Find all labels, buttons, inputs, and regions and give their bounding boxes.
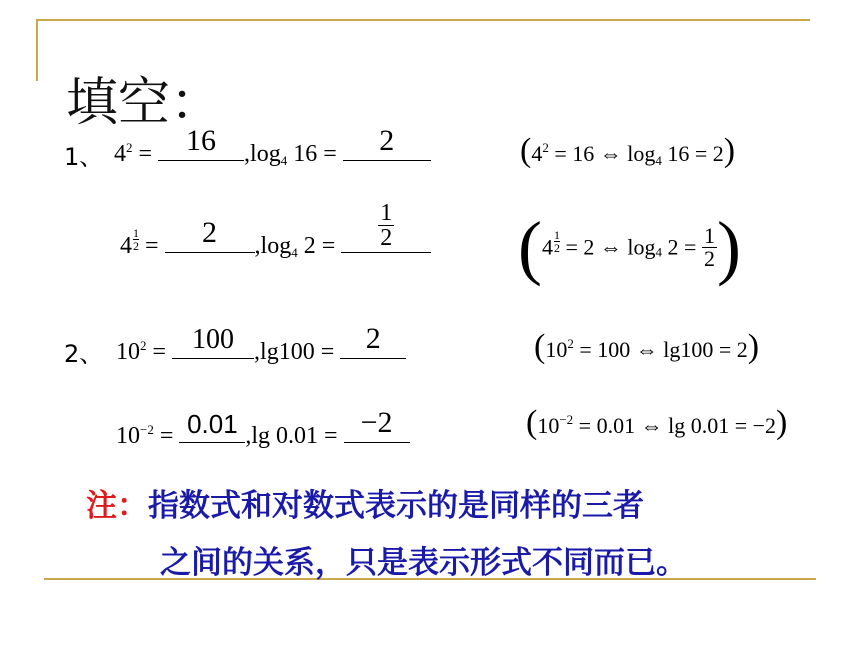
equals: = — [153, 423, 180, 449]
log-base: 4 — [280, 153, 288, 168]
answer-value: 16 — [186, 124, 217, 157]
exponent: −2 — [140, 422, 154, 437]
equals: = — [132, 141, 159, 167]
item-1-number: 1、 — [64, 143, 104, 171]
answer-value: −2 — [360, 406, 393, 439]
exponent: 2 — [140, 338, 147, 353]
left-rule — [36, 19, 38, 81]
answer-blank — [158, 124, 244, 161]
item-2-line-b-hint: ($10^{-2} = 0.01$ ⇔ lg 0.01 = −2) — [526, 404, 788, 441]
base: 10 — [116, 423, 140, 449]
equals: = — [146, 339, 173, 365]
hint-equivalence: = 2 ⇔ log — [559, 234, 656, 260]
answer-blank — [179, 409, 245, 443]
fraction-exponent: $\frac{1}{2}$ — [133, 226, 139, 253]
item-1-line-b — [120, 200, 431, 261]
log-base: 4 — [291, 245, 298, 260]
hint-fraction-exponent: $\frac{1}{2}$ — [553, 227, 560, 255]
item-2-line-b — [116, 406, 410, 450]
answer-blank — [344, 406, 410, 443]
top-rule — [36, 19, 810, 21]
log-label: ,log — [244, 141, 281, 167]
note-line-1 — [86, 480, 644, 525]
answer-blank — [165, 216, 255, 253]
base: 4 — [120, 233, 132, 259]
item-1-line-a — [114, 124, 431, 169]
hint-base: 4 — [531, 141, 543, 166]
hint-exponent: −2 — [559, 412, 574, 427]
hint-log-argument: 2 = — [662, 234, 702, 260]
hint-base: 10 — [537, 413, 560, 438]
answer-value: 2 — [379, 124, 395, 157]
hint-base: 4 — [541, 234, 553, 260]
answer-value: 2 — [202, 216, 218, 249]
hint-equivalence: = 0.01 ⇔ lg 0.01 = −2 — [573, 413, 777, 438]
equals: = — [139, 233, 165, 259]
log-argument: 16 = — [287, 141, 343, 167]
exponent: 2 — [126, 140, 133, 155]
hint-base: 10 — [545, 337, 568, 362]
answer-blank — [343, 124, 431, 161]
answer-blank — [341, 200, 431, 253]
answer-value: 100 — [192, 324, 235, 355]
item-2-number: 2、 — [64, 340, 104, 368]
base: 4 — [114, 141, 126, 167]
base: 10 — [116, 339, 140, 365]
item-2-line-a — [116, 322, 406, 366]
lg-expression: ,lg100 = — [254, 339, 341, 365]
hint-equivalence: = 100 ⇔ lg100 = 2 — [573, 337, 748, 362]
log-label: ,log — [254, 233, 292, 259]
hint-exponent: 2 — [542, 140, 549, 155]
page-title: 填空： — [66, 73, 223, 133]
answer-blank — [340, 322, 406, 359]
answer-value: 0.01 — [187, 409, 238, 439]
hint-exponent: 2 — [567, 336, 574, 351]
item-2-line-a-hint: ($10^2 = 100$ ⇔ lg100 = 2) — [534, 328, 760, 365]
hint-log-base: 4 — [655, 153, 662, 168]
answer-fraction: $\frac{1}{2}$ — [380, 200, 393, 251]
answer-value: 2 — [365, 322, 381, 355]
note-text-1: 指数式和对数式表示的是同样的三者 — [148, 488, 644, 524]
answer-blank — [172, 324, 254, 359]
hint-log-result: 16 = 2 — [661, 141, 724, 166]
note-label: 注： — [86, 488, 148, 524]
note-line-2: 之间的关系，只是表示形式不同而已。 — [160, 545, 687, 581]
item-1-line-a-hint: ($4^2 = 16$ ⇔ $\log_4 16 = 2$) — [520, 132, 736, 169]
hint-fraction-result: $\frac{1}{2}$ — [703, 223, 715, 271]
hint-log-base: 4 — [655, 244, 663, 260]
lg-expression: ,lg 0.01 = — [245, 423, 344, 449]
hint-equivalence: = 16 ⇔ log — [548, 141, 656, 166]
log-argument: 2 = — [297, 233, 342, 259]
item-1-line-b-hint: (4 $\frac{1}{2}$ = 2 ⇔ $\log_4 2$ = $\frac{1}{2}$ ) — [518, 207, 741, 287]
